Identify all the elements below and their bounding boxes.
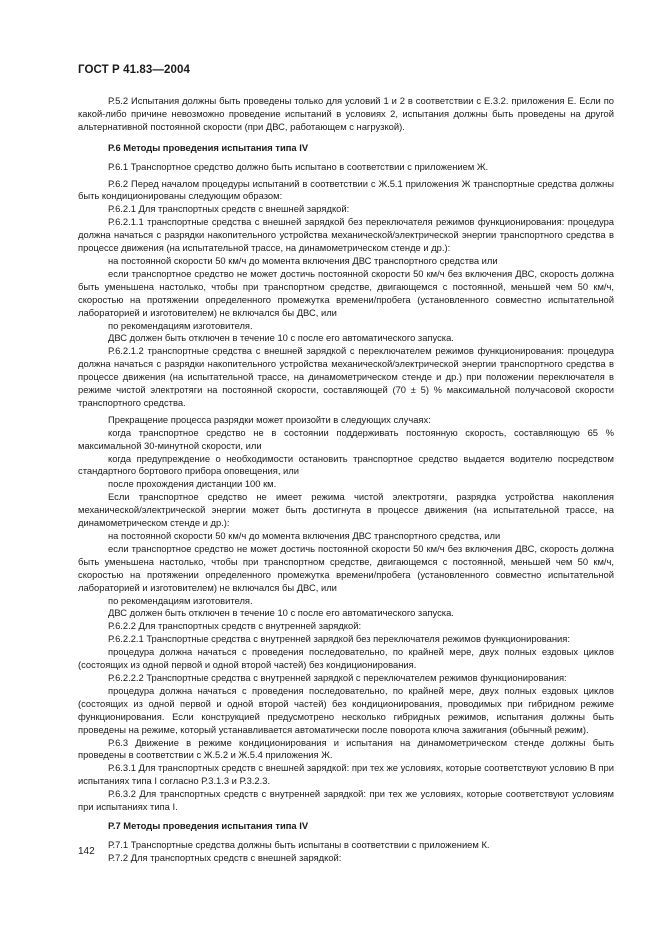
paragraph: Р.6.3.1 Для транспортных средств с внешней зарядкой: при тех же условиях, которые соответствуют условию В при испытаниях типа I согласно Р.3.1.3 и Р.3.2.3. [78, 762, 614, 787]
section-heading: Р.7 Методы проведения испытания типа IV [108, 819, 309, 831]
paragraph: Если транспортное средство не имеет режима чистой электротяги, разрядка устройства накопления механической/электрической энергии может быть достигнута в процессе движения (на испытательной трассе, на динамометрическом стенде и др.): [78, 491, 614, 529]
paragraph: когда предупреждение о необходимости остановить транспортное средство выдается водителю посредством стандартного бортового прибора оповещения, или [78, 452, 614, 477]
document-header: ГОСТ Р 41.83—2004 [78, 64, 190, 76]
paragraph: ДВС должен быть отключен в течение 10 с после его автоматического запуска. [108, 332, 454, 344]
document-body [78, 95, 614, 865]
paragraph: Р.6.2.1.2 транспортные средства с внешней зарядкой с переключателем режимов функционирования: процедура должна начаться с разрядки накопительного устройства механической/электрической энергии транспортного средства в процессе движения (на испытательной трассе, на динамометрическом стенде и др.) при положении переключателя в режиме чистой электротяги на постоянной скорости, составляющей (70 ± 5) % максимальной получасовой скорости транспортного средства. [78, 345, 614, 408]
paragraph: Прекращение процесса разрядки может произойти в следующих случаях: [108, 413, 431, 425]
paragraph: после прохождения дистанции 100 км. [108, 478, 277, 490]
paragraph: Р.6.3 Движение в режиме кондиционирования и испытания на динамометрическом стенде должны быть проведены в соответствии с Ж.5.2 и Ж.5.4 приложения Ж. [78, 736, 614, 761]
section-heading: Р.6 Методы проведения испытания типа IV [108, 141, 309, 153]
paragraph: Р.7.1 Транспортные средства должны быть испытаны в соответствии с приложением К. [108, 838, 490, 850]
paragraph: на постоянной скорости 50 км/ч до момента включения ДВС транспортного средства, или [108, 530, 501, 541]
paragraph: Р.5.2 Испытания должны быть проведены только для условий 1 и 2 в соответствии с Е.3.2. приложения Е. Если по какой-либо причине невозможно проведение испытаний в условиях 2, испытания должны быть проведены на другой альтернативной постоянной скорости (при ДВС, работающем с нагрузкой). [78, 95, 614, 132]
paragraph: Р.6.2.2.1 Транспортные средства с внутренней зарядкой без переключателя режимов функционирования: [108, 633, 570, 645]
paragraph: Р.7.2 Для транспортных средств с внешней зарядкой: [108, 851, 342, 863]
paragraph: Р.6.2 Перед началом процедуры испытаний в соответствии с Ж.5.1 приложения Ж транспортные средства должны быть кондиционированы следующим образом: [78, 177, 614, 202]
paragraph: Р.6.3.2 Для транспортных средств с внутренней зарядкой: при тех же условиях, которые соответствуют условиям при испытаниях типа I. [78, 788, 614, 813]
paragraph: если транспортное средство не может достичь постоянной скорости 50 км/ч без включения ДВС, скорость должна быть уменьшена настолько, чтобы при транспортном средстве, двигающемся с постоянной, меньшей чем 50 км/ч, скоростью на протяжении определенного промежутка времени/пробега (установленного совместно испытательной лабораторией и изготовителем) не включался бы ДВС, или [78, 542, 614, 593]
paragraph: процедура должна начаться с проведения последовательно, по крайней мере, двух полных ездовых циклов (состоящих из одной первой и одной второй частей) без кондиционирования, проводимых при гибридном режиме функционирования. Если конструкцией предусмотрено несколько гибридных режимов, испытания должны быть проведены на режиме, который устанавливается автоматически после поворота ключа зажигания (обычный режим). [78, 684, 614, 735]
paragraph: на постоянной скорости 50 км/ч до момента включения ДВС транспортного средства или [108, 254, 498, 266]
paragraph: Р.6.2.2 Для транспортных средств с внутренней зарядкой: [108, 620, 362, 632]
paragraph: Р.6.2.1.1 транспортные средства с внешней зарядкой без переключателя режимов функционирования: процедура должна начаться с разрядки накопительного устройства механической/электрической энергии транспортного средства в процессе движения (на испытательной трассе, на динамометрическом стенде и др.): [78, 216, 614, 254]
paragraph: Р.6.2.2.2 Транспортные средства с внутренней зарядкой с переключателем режимов функционирования: [108, 671, 567, 683]
paragraph: ДВС должен быть отключен в течение 10 с после его автоматического запуска. [108, 607, 454, 619]
page-number: 142 [78, 846, 95, 857]
paragraph: по рекомендациям изготовителя. [108, 594, 253, 606]
paragraph: если транспортное средство не может достичь постоянной скорости 50 км/ч без включения ДВС, скорость должна быть уменьшена настолько, чтобы при транспортном средстве, двигающемся с постоянной, меньшей чем 50 км/ч, скоростью на протяжении определенного промежутка времени/пробега (установленного совместно испытательной лабораторией и изготовителем) не включался бы ДВС, или [78, 267, 614, 318]
paragraph: Р.6.1 Транспортное средство должно быть испытано в соответствии с приложением Ж. [108, 160, 489, 172]
paragraph: процедура должна начаться с проведения последовательно, по крайней мере, двух полных ездовых циклов (состоящих из одной первой и одной второй частей) без кондиционирования. [78, 646, 614, 671]
paragraph: Р.6.2.1 Для транспортных средств с внешней зарядкой: [108, 203, 350, 215]
paragraph: когда транспортное средство не в состоянии поддерживать постоянную скорость, составляющую 65 % максимальной 30-минутной скорости, или [78, 426, 614, 451]
paragraph: по рекомендациям изготовителя. [108, 319, 253, 331]
